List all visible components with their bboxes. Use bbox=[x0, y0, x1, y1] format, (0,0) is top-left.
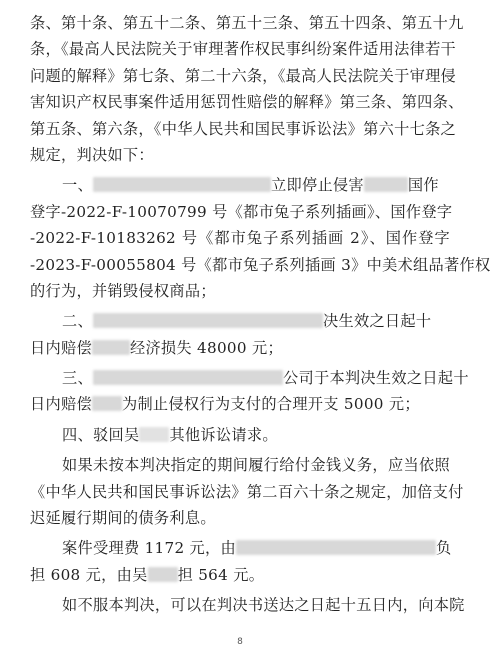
text-line: 《中华人民共和国民事诉讼法》第二百六十条之规定，加倍支付 bbox=[30, 482, 464, 501]
text-line: 第五条、第六条，《中华人民共和国民事诉讼法》第六十七条之 bbox=[30, 119, 457, 138]
redacted-party bbox=[92, 340, 130, 355]
redacted-party bbox=[93, 313, 323, 328]
text-line: -2022-F-10183262 号《都市兔子系列插画 2》、国作登字 bbox=[30, 229, 450, 248]
text-line: -2023-F-00055804 号《都市兔子系列插画 3》中美术组品著作权 bbox=[30, 255, 490, 274]
item-number: 一、 bbox=[62, 176, 93, 195]
text-line: 的行为，并销毁侵权商品； bbox=[30, 281, 216, 300]
redacted-party bbox=[93, 177, 271, 192]
text-line: 规定，判决如下： bbox=[30, 145, 154, 164]
redacted-party bbox=[364, 177, 408, 192]
judgment-item-1: 一、 立即停止侵害 国作 登字-2022-F-10070799 号《都市兔子系列插画》、国作登字 -2022-F-10183262 号《都市兔子系列插画 2》、国作登字 -2023-F-00055804 号《都市兔子系列插画 3》中美术组品著作权 的行为，并销毁侵权商品； bbox=[30, 172, 450, 304]
appeal-paragraph: 如不服本判决，可以在判决书送达之日起十五日内，向本院 bbox=[62, 596, 465, 615]
redacted-party bbox=[148, 567, 178, 582]
fee-paragraph: 案件受理费 1172 元，由 负 担 608 元，由吴 担 564 元。 bbox=[30, 539, 452, 584]
judgment-item-2: 二、 决生效之日起十 日内赔偿 经济损失 48000 元； bbox=[30, 312, 432, 357]
redacted-party bbox=[93, 370, 283, 385]
text-line: 迟延履行期间的债务利息。 bbox=[30, 509, 216, 528]
redacted-party bbox=[139, 427, 169, 442]
redacted-party bbox=[236, 540, 436, 555]
text-line: 条，《最高人民法院关于审理著作权民事纠纷案件适用法律若干 bbox=[30, 40, 457, 59]
judgment-item-4: 四、驳回吴 其他诉讼请求。 bbox=[62, 425, 278, 444]
text-line: 登字-2022-F-10070799 号《都市兔子系列插画》、国作登字 bbox=[30, 202, 453, 221]
text-line: 条、第十条、第五十二条、第五十三条、第五十四条、第五十九 bbox=[30, 14, 464, 32]
text-line: 害知识产权民事案件适用惩罚性赔偿的解释》第三条、第四条、 bbox=[30, 93, 464, 112]
redacted-party bbox=[92, 396, 122, 411]
legal-basis-paragraph bbox=[30, 10, 464, 168]
judgment-item-3: 三、 公司于本判决生效之日起十 日内赔偿 为制止侵权行为支付的合理开支 5000 元； bbox=[30, 369, 469, 414]
text-line: 如果未按本判决指定的期间履行给付金钱义务，应当依照 bbox=[62, 456, 450, 475]
page-number: 8 bbox=[237, 637, 243, 647]
interest-paragraph bbox=[30, 452, 464, 531]
text-line: 问题的解释》第七条、第二十六条，《最高人民法院关于审理侵 bbox=[30, 66, 457, 85]
